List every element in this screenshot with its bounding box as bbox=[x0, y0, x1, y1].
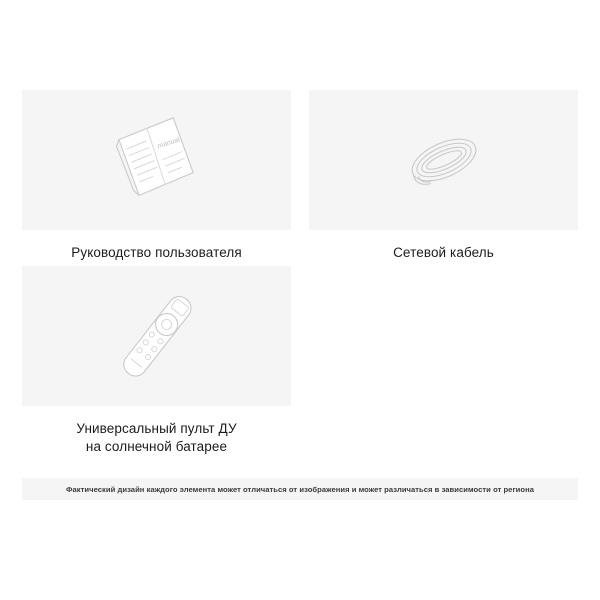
remote-control-icon bbox=[92, 281, 222, 391]
footnote-text: Фактический дизайн каждого элемента может отличаться от изображения и может различаться в зависимости от региона bbox=[66, 484, 534, 494]
accessory-item-user-manual bbox=[22, 90, 291, 262]
manual-booklet-icon bbox=[97, 105, 217, 215]
footnote-bar bbox=[22, 478, 578, 500]
coiled-cable-icon bbox=[384, 105, 504, 215]
accessory-thumbnail bbox=[22, 266, 291, 406]
accessory-caption-line2: на солнечной батарее bbox=[85, 439, 228, 454]
accessory-thumbnail bbox=[309, 90, 578, 230]
accessory-caption-line1: Универсальный пульт ДУ bbox=[76, 421, 237, 436]
accessory-thumbnail bbox=[22, 90, 291, 230]
accessories-grid bbox=[22, 90, 578, 460]
svg-text:manual: manual bbox=[156, 136, 181, 151]
accessory-item-solar-remote bbox=[22, 266, 291, 456]
accessory-caption bbox=[309, 230, 578, 262]
accessory-caption bbox=[22, 230, 291, 262]
accessory-caption bbox=[22, 406, 291, 456]
accessory-caption-line1: Руководство пользователя bbox=[71, 245, 242, 260]
accessory-caption-line1: Сетевой кабель bbox=[393, 245, 494, 260]
accessory-item-power-cable bbox=[309, 90, 578, 262]
